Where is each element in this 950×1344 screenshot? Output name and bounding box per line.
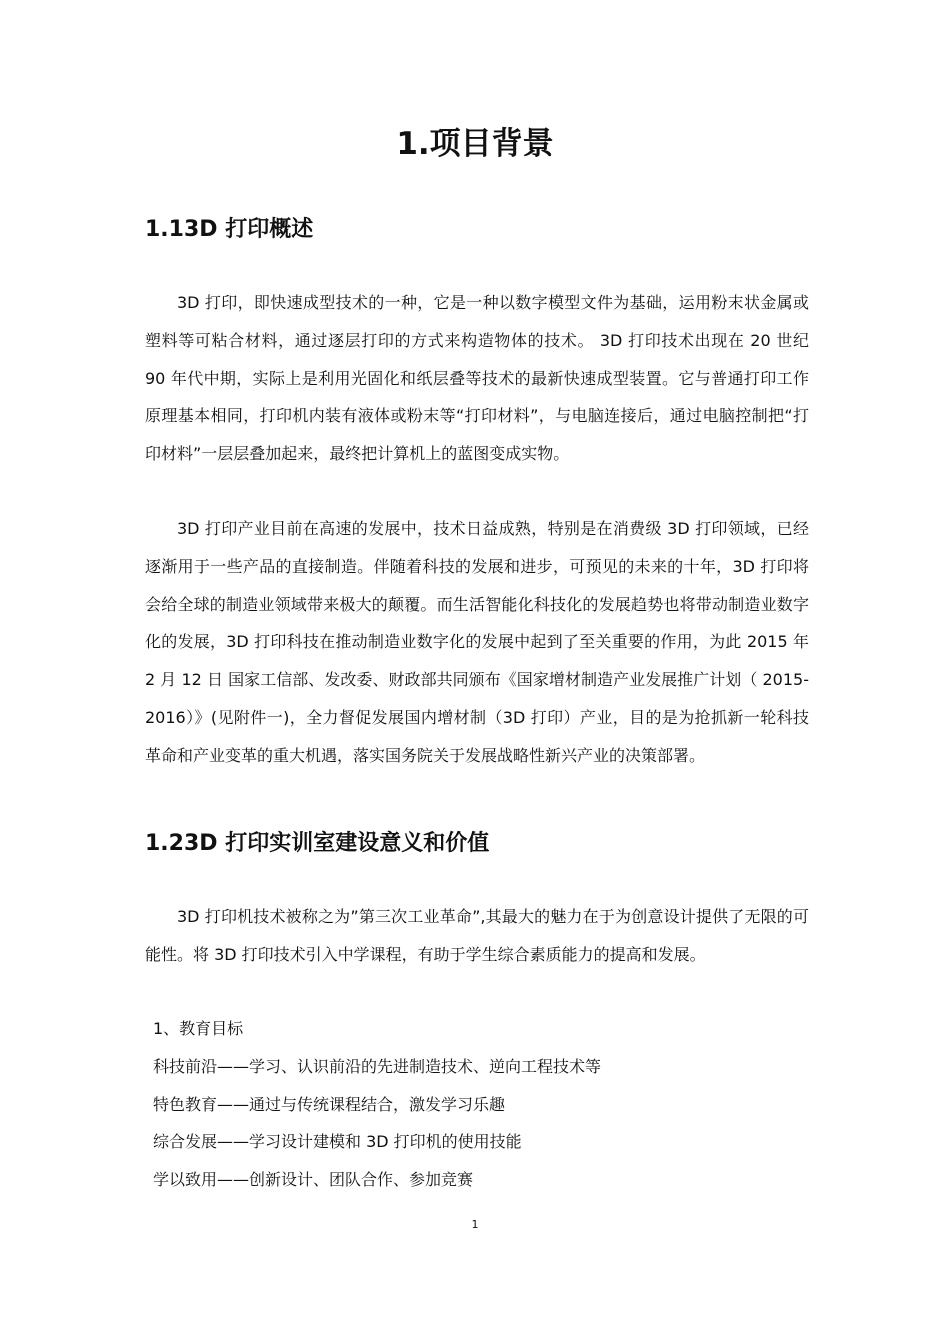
- section-heading-significance: 1.23D 打印实训室建设意义和价值: [145, 831, 490, 856]
- list-item: 特色教育——通过与传统课程结合，激发学习乐趣: [153, 1094, 506, 1114]
- list-heading: 1、教育目标: [153, 1019, 244, 1038]
- list-item: 学以致用——创新设计、团队合作、参加竞赛: [153, 1170, 474, 1190]
- overview-paragraph-2: 3D 打印产业目前在高速的发展中，技术日益成熟，特别是在消费级 3D 打印领域，已经逐渐用于一些产品的直接制造。伴随着科技的发展和进步，可预见的未来的十年，3D 打印将会给全球的制造业领域带来极大的颠覆。而生活智能化科技化的发展趋势也将带动制造业数字化的发展，3D 打印科技在推动制造业数字化的发展中起到了至关重要的作用，为此 2015 年 2 月 12 日 国家工信部、发改委、财政部共同颁布《国家增材制造产业发展推广计划（ 2015-2016）》(见附件一)，全力督促发展国内增材制（3D 打印）产业，目的是为抢抓新一轮科技革命和产业变革的重大机遇，落实国务院关于发展战略性新兴产业的决策部署。: [145, 519, 809, 765]
- list-item: 科技前沿——学习、认识前沿的先进制造技术、逆向工程技术等: [153, 1056, 602, 1076]
- page-title: 1.项目背景: [396, 126, 554, 162]
- overview-paragraph-1: 3D 打印，即快速成型技术的一种，它是一种以数字模型文件为基础，运用粉末状金属或塑料等可粘合材料，通过逐层打印的方式来构造物体的技术。 3D 打印技术出现在 20 世纪 90 年代中期，实际上是利用光固化和纸层叠等技术的最新快速成型装置。它与普通打印工作原理基本相同，打印机内装有液体或粉末等“打印材料”，与电脑连接后，通过电脑控制把“打印材料”一层层叠加起来，最终把计算机上的蓝图变成实物。: [145, 293, 809, 464]
- education-goals-list: [153, 1010, 813, 1199]
- list-item: 综合发展——学习设计建模和 3D 打印机的使用技能: [153, 1132, 522, 1152]
- significance-paragraph: 3D 打印机技术被称之为”第三次工业革命”,其最大的魅力在于为创意设计提供了无限的可能性。将 3D 打印技术引入中学课程，有助于学生综合素质能力的提高和发展。: [145, 907, 809, 964]
- page-number: 1: [471, 1218, 479, 1231]
- section-heading-overview: 1.13D 打印概述: [145, 217, 314, 242]
